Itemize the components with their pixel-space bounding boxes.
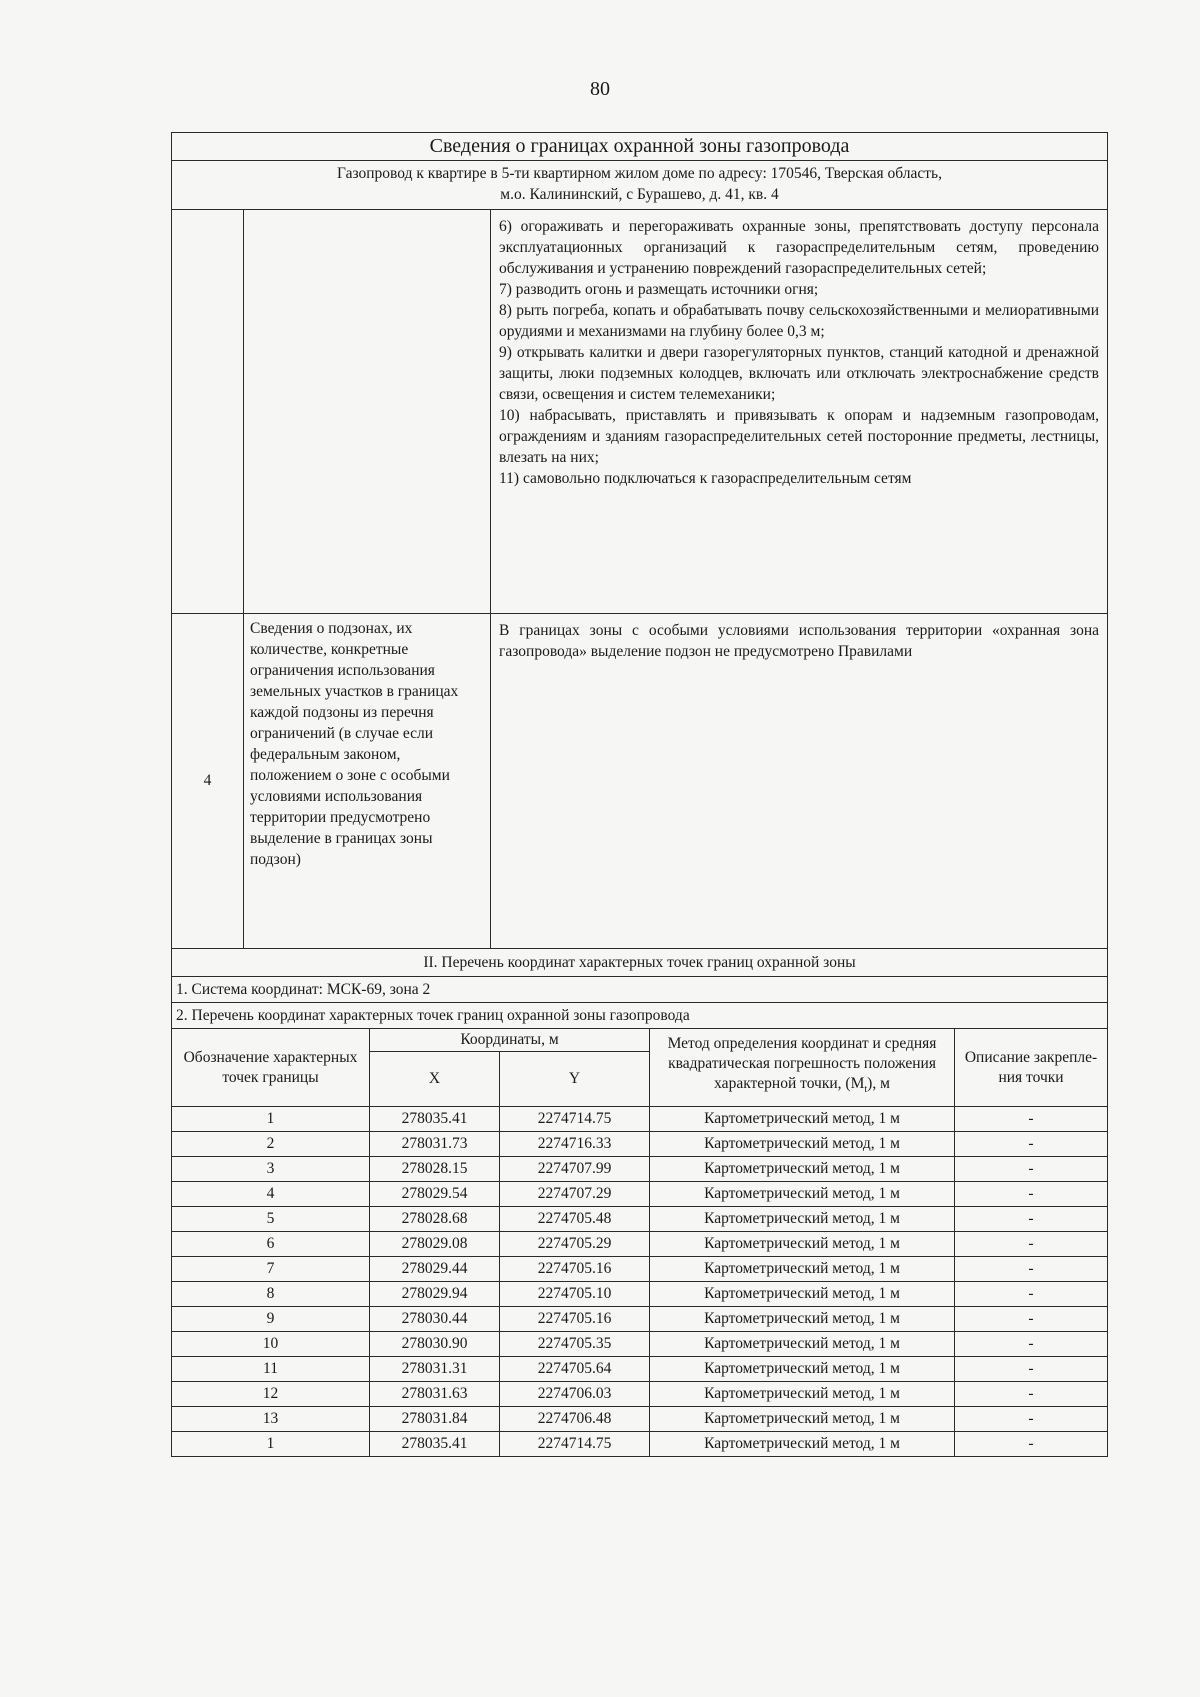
y-cell: 2274705.16 (500, 1257, 650, 1282)
subzones-label: Сведения о подзонах, их количестве, конкретные ограничения использования земельных участков в границах каждой подзоны из перечня ограничений (в случае если федеральным законом, положением о зоне с особыми условиями использования территории предусмотрено выделение в границах зоны подзон) (244, 614, 491, 949)
restriction-item: 6) огораживать и перегораживать охранные зоны, препятствовать доступу персонала эксплуатационных организаций к газораспределительным сетям, проведению обслуживания и устранению повреждений газораспределительных сетей; (499, 218, 1099, 277)
method-cell: Картометрический метод, 1 м (650, 1307, 955, 1332)
y-cell: 2274707.99 (500, 1157, 650, 1182)
table-row (172, 1382, 1108, 1407)
point-number-cell: 3 (172, 1157, 370, 1182)
fixing-cell: - (955, 1407, 1108, 1432)
point-number-cell: 9 (172, 1307, 370, 1332)
method-cell: Картометрический метод, 1 м (650, 1232, 955, 1257)
page-number: 80 (590, 78, 610, 100)
point-number-cell: 11 (172, 1357, 370, 1382)
method-cell: Картометрический метод, 1 м (650, 1157, 955, 1182)
restrictions-cell (491, 210, 1108, 614)
x-cell: 278029.54 (370, 1182, 500, 1207)
document (171, 132, 1108, 1457)
restriction-item: 11) самовольно подключаться к газораспределительным сетям (499, 470, 912, 487)
y-cell: 2274705.35 (500, 1332, 650, 1357)
point-number-cell: 8 (172, 1282, 370, 1307)
method-cell: Картометрический метод, 1 м (650, 1432, 955, 1457)
fixing-cell: - (955, 1382, 1108, 1407)
table-row (172, 1107, 1108, 1132)
fixing-cell: - (955, 1107, 1108, 1132)
y-cell: 2274705.29 (500, 1232, 650, 1257)
header-fixing: Описание закрепле-ния точки (955, 1029, 1108, 1107)
point-number-cell: 5 (172, 1207, 370, 1232)
row-label-empty (244, 210, 491, 614)
x-cell: 278029.44 (370, 1257, 500, 1282)
document-title: Сведения о границах охранной зоны газопровода (172, 133, 1108, 161)
y-cell: 2274705.16 (500, 1307, 650, 1332)
method-cell: Картометрический метод, 1 м (650, 1182, 955, 1207)
point-number-cell: 13 (172, 1407, 370, 1432)
y-cell: 2274714.75 (500, 1107, 650, 1132)
y-cell: 2274705.48 (500, 1207, 650, 1232)
table-row (172, 1407, 1108, 1432)
table-row (172, 1182, 1108, 1207)
table-row (172, 1157, 1108, 1182)
subzones-content (491, 614, 1108, 949)
table-row (172, 1357, 1108, 1382)
zone-info-table (171, 132, 1108, 1029)
point-number-cell: 4 (172, 1182, 370, 1207)
subtitle-line-2: м.о. Калининский, с Бурашево, д. 41, кв. 4 (500, 186, 779, 203)
table-row (172, 1432, 1108, 1457)
y-cell: 2274705.64 (500, 1357, 650, 1382)
method-cell: Картометрический метод, 1 м (650, 1382, 955, 1407)
fixing-cell: - (955, 1307, 1108, 1332)
header-method: Метод определения координат и средняя квадратическая погрешность положения характерной точки, $(M_t)$, м (650, 1029, 955, 1107)
table-row (172, 1257, 1108, 1282)
method-cell: Картометрический метод, 1 м (650, 1107, 955, 1132)
coordinate-system: 1. Система координат: МСК-69, зона 2 (172, 977, 1108, 1003)
method-cell: Картометрический метод, 1 м (650, 1332, 955, 1357)
subtitle-line-1: Газопровод к квартире в 5-ти квартирном жилом доме по адресу: 170546, Тверская область, (337, 165, 942, 182)
fixing-cell: - (955, 1432, 1108, 1457)
method-cell: Картометрический метод, 1 м (650, 1132, 955, 1157)
x-cell: 278031.73 (370, 1132, 500, 1157)
x-cell: 278035.41 (370, 1107, 500, 1132)
header-x: X (370, 1052, 500, 1107)
x-cell: 278028.68 (370, 1207, 500, 1232)
y-cell: 2274706.03 (500, 1382, 650, 1407)
y-cell: 2274707.29 (500, 1182, 650, 1207)
row-number: 4 (172, 614, 244, 949)
table-row (172, 1207, 1108, 1232)
point-number-cell: 1 (172, 1432, 370, 1457)
fixing-cell: - (955, 1132, 1108, 1157)
fixing-cell: - (955, 1332, 1108, 1357)
table-row (172, 1132, 1108, 1157)
table-row (172, 1232, 1108, 1257)
x-cell: 278035.41 (370, 1432, 500, 1457)
x-cell: 278028.15 (370, 1157, 500, 1182)
header-y: Y (500, 1052, 650, 1107)
table-row (172, 1307, 1108, 1332)
y-cell: 2274714.75 (500, 1432, 650, 1457)
point-number-cell: 6 (172, 1232, 370, 1257)
point-number-cell: 1 (172, 1107, 370, 1132)
restriction-item: 8) рыть погреба, копать и обрабатывать почву сельскохозяйственными и мелиоративными орудиями и механизмами на глубину более 0,3 м; (499, 302, 1099, 340)
point-number-cell: 10 (172, 1332, 370, 1357)
restriction-item: 7) разводить огонь и размещать источники огня; (499, 281, 819, 298)
document-subtitle (172, 161, 1108, 210)
fixing-cell: - (955, 1207, 1108, 1232)
restriction-item: 10) набрасывать, приставлять и привязывать к опорам и надземным газопроводам, ограждениям и зданиям газораспределительных сетей посторонние предметы, лестницы, влезать на них; (499, 407, 1099, 466)
points-list-title: 2. Перечень координат характерных точек границ охранной зоны газопровода (172, 1003, 1108, 1029)
fixing-cell: - (955, 1182, 1108, 1207)
x-cell: 278030.90 (370, 1332, 500, 1357)
table-row (172, 1282, 1108, 1307)
point-number-cell: 2 (172, 1132, 370, 1157)
fixing-cell: - (955, 1157, 1108, 1182)
points-body (172, 1107, 1108, 1457)
fixing-cell: - (955, 1232, 1108, 1257)
x-cell: 278031.31 (370, 1357, 500, 1382)
method-cell: Картометрический метод, 1 м (650, 1207, 955, 1232)
subzones-text: В границах зоны с особыми условиями использования территории «охранная зона газопровода» выделение подзон не предусмотрено Правилами (499, 622, 1099, 660)
section-title: II. Перечень координат характерных точек границ охранной зоны (172, 949, 1108, 977)
fixing-cell: - (955, 1257, 1108, 1282)
y-cell: 2274706.48 (500, 1407, 650, 1432)
point-number-cell: 7 (172, 1257, 370, 1282)
table-row (172, 1332, 1108, 1357)
x-cell: 278030.44 (370, 1307, 500, 1332)
method-cell: Картометрический метод, 1 м (650, 1407, 955, 1432)
method-cell: Картометрический метод, 1 м (650, 1357, 955, 1382)
point-number-cell: 12 (172, 1382, 370, 1407)
x-cell: 278031.63 (370, 1382, 500, 1407)
fixing-cell: - (955, 1357, 1108, 1382)
row-number-empty (172, 210, 244, 614)
method-cell: Картометрический метод, 1 м (650, 1282, 955, 1307)
method-cell: Картометрический метод, 1 м (650, 1257, 955, 1282)
x-cell: 278031.84 (370, 1407, 500, 1432)
y-cell: 2274716.33 (500, 1132, 650, 1157)
header-designation: Обозначение характерных точек границы (172, 1029, 370, 1107)
header-coordinates: Координаты, м (370, 1029, 650, 1052)
fixing-cell: - (955, 1282, 1108, 1307)
restriction-item: 9) открывать калитки и двери газорегуляторных пунктов, станций катодной и дренажной защиты, люки подземных колодцев, включать или отключать электроснабжение средств связи, освещения и систем телемеханики; (499, 344, 1099, 403)
coordinates-table (171, 1028, 1108, 1457)
y-cell: 2274705.10 (500, 1282, 650, 1307)
x-cell: 278029.08 (370, 1232, 500, 1257)
x-cell: 278029.94 (370, 1282, 500, 1307)
